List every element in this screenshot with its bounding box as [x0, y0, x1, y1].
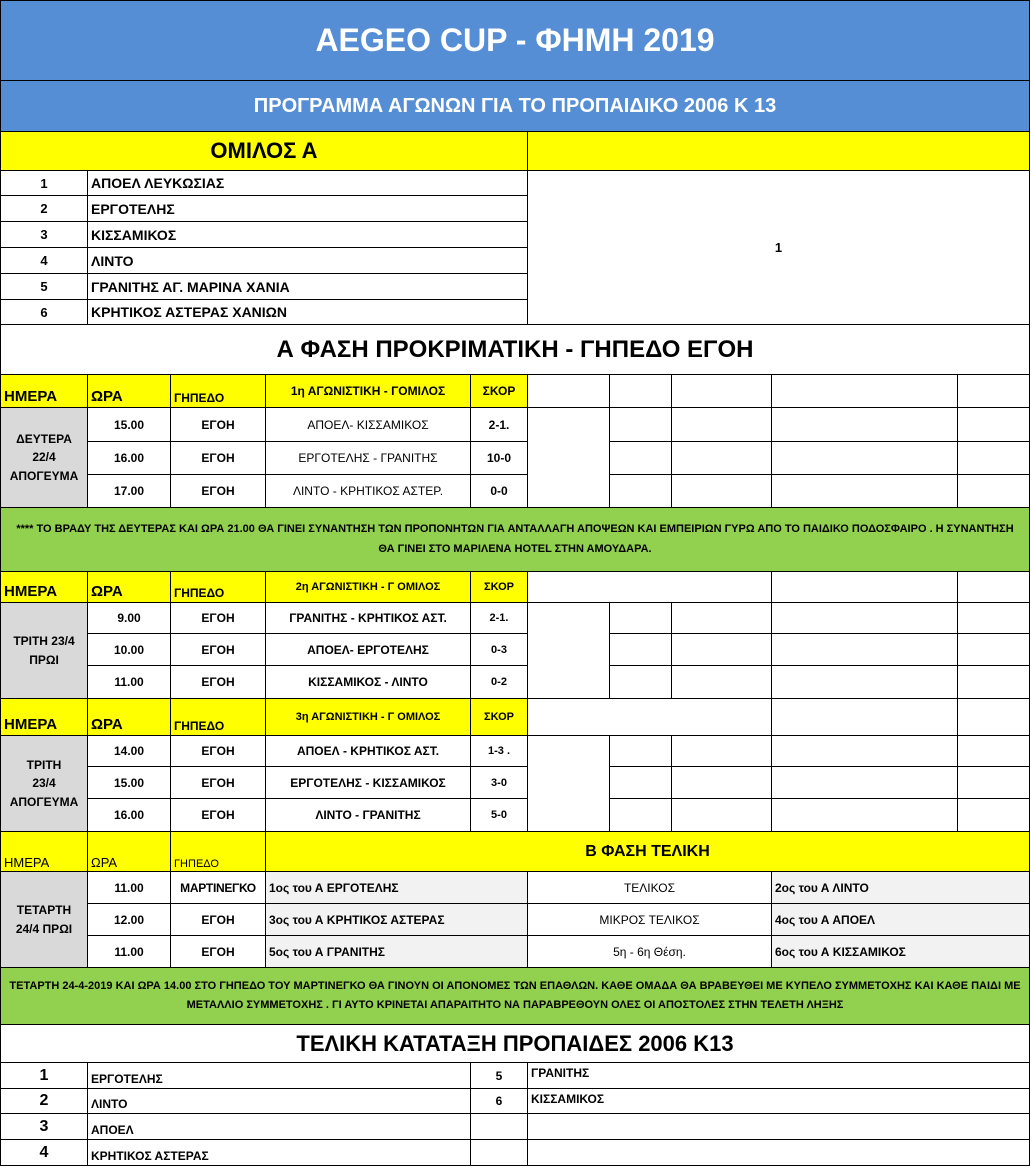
match-time: 16.00: [88, 799, 171, 832]
empty-cell: [958, 603, 1030, 634]
standing-position: 2: [0, 1089, 88, 1114]
standing-position: 4: [0, 1140, 88, 1166]
team-name: ΑΠΟΕΛ ΛΕΥΚΩΣΙΑΣ: [88, 171, 528, 196]
match-teams: ΕΡΓΟΤΕΛΗΣ - ΓΡΑΝΙΤΗΣ: [266, 442, 471, 475]
empty-cell: [772, 634, 958, 666]
match-time: 12.00: [88, 904, 171, 936]
standing-team: ΓΡΑΝΙΤΗΣ: [528, 1063, 1030, 1089]
team-number: 3: [0, 222, 88, 248]
match-venue: ΕΓΟΗ: [171, 936, 266, 968]
empty-cell: [958, 736, 1030, 767]
empty-cell: [610, 603, 672, 634]
match-label: ΜΙΚΡΟΣ ΤΕΛΙΚΟΣ: [528, 904, 772, 936]
match-venue: ΕΓΟΗ: [171, 603, 266, 634]
empty-cell: [672, 634, 772, 666]
empty-cell: [958, 442, 1030, 475]
empty-cell: [958, 408, 1030, 442]
empty-cell: [958, 634, 1030, 666]
empty-cell: [610, 736, 672, 767]
empty-cell: [772, 572, 958, 603]
empty-cell: [610, 634, 672, 666]
round-3-title: 3η ΑΓΩΝΙΣΤΙΚΗ - Γ ΟΜΙΛΟΣ: [266, 699, 471, 736]
empty-cell: [772, 736, 958, 767]
empty-cell: [471, 1114, 528, 1140]
match-score: 3-0: [471, 767, 528, 799]
match-home: 1ος του Α ΕΡΓΟΤΕΛΗΣ: [266, 872, 528, 904]
empty-cell: [672, 603, 772, 634]
match-time: 11.00: [88, 872, 171, 904]
match-teams: ΑΠΟΕΛ - ΚΡΗΤΙΚΟΣ ΑΣΤ.: [266, 736, 471, 767]
match-teams: ΑΠΟΕΛ- ΚΙΣΣΑΜΙΚΟΣ: [266, 408, 471, 442]
match-time: 14.00: [88, 736, 171, 767]
standing-position: 3: [0, 1114, 88, 1140]
empty-cell: [528, 736, 610, 832]
match-venue: ΕΓΟΗ: [171, 767, 266, 799]
empty-cell: [610, 475, 672, 508]
match-venue: ΜΑΡΤΙΝΕΓΚΟ: [171, 872, 266, 904]
empty-cell: [772, 666, 958, 699]
group-title-filler: [528, 132, 1030, 171]
day-line: ΤΡΙΤΗ: [26, 757, 62, 772]
match-teams: ΛΙΝΤΟ - ΚΡΗΤΙΚΟΣ ΑΣΤΕΡ.: [266, 475, 471, 508]
empty-cell: [958, 799, 1030, 832]
col-header-time: ΩΡΑ: [88, 375, 171, 408]
col-header-day: ΗΜΕΡΑ: [0, 832, 88, 872]
empty-cell: [528, 1140, 1030, 1166]
empty-cell: [471, 1140, 528, 1166]
round-2-day: [0, 603, 88, 699]
phase-a-title: Α ΦΑΣΗ ΠΡΟΚΡΙΜΑΤΙΚΗ - ΓΗΠΕΔΟ ΕΓΟΗ: [0, 325, 1030, 375]
col-header-day: ΗΜΕΡΑ: [0, 699, 88, 736]
match-venue: ΕΓΟΗ: [171, 904, 266, 936]
day-line: 24/4 ΠΡΩΙ: [15, 921, 73, 936]
standing-team: ΚΙΣΣΑΜΙΚΟΣ: [528, 1089, 1030, 1114]
standing-position: 6: [471, 1089, 528, 1114]
match-label: 5η - 6η Θέση.: [528, 936, 772, 968]
day-line: 22/4: [32, 450, 56, 465]
day-line: ΠΡΩΙ: [29, 652, 59, 667]
empty-cell: [772, 442, 958, 475]
page-title: AEGEO CUP - ΦΗΜΗ 2019: [0, 0, 1030, 81]
team-name: ΕΡΓΟΤΕΛΗΣ: [88, 196, 528, 222]
match-time: 16.00: [88, 442, 171, 475]
match-score: 0-2: [471, 666, 528, 699]
round-2-title: 2η ΑΓΩΝΙΣΤΙΚΗ - Γ ΟΜΙΛΟΣ: [266, 572, 471, 603]
match-time: 10.00: [88, 634, 171, 666]
match-score: 0-3: [471, 634, 528, 666]
empty-cell: [528, 1114, 1030, 1140]
empty-cell: [610, 767, 672, 799]
match-teams: ΓΡΑΝΙΤΗΣ - ΚΡΗΤΙΚΟΣ ΑΣΤ.: [266, 603, 471, 634]
round-3-day: [0, 736, 88, 832]
group-title: ΟΜΙΛΟΣ Α: [0, 132, 528, 171]
match-time: 15.00: [88, 767, 171, 799]
empty-cell: [958, 666, 1030, 699]
match-label: ΤΕΛΙΚΟΣ: [528, 872, 772, 904]
match-score: 2-1.: [471, 408, 528, 442]
round-1-title: 1η ΑΓΩΝΙΣΤΙΚΗ - ΓΟΜΙΛΟΣ: [266, 375, 471, 408]
empty-cell: [672, 736, 772, 767]
day-line: ΤΡΙΤΗ 23/4: [13, 633, 75, 648]
col-header-venue: ΓΗΠΕΔΟ: [171, 375, 266, 408]
round-1-day: [0, 408, 88, 508]
empty-cell: [672, 375, 772, 408]
empty-cell: [772, 699, 958, 736]
col-header-venue: ΓΗΠΕΔΟ: [171, 572, 266, 603]
match-score: 10-0: [471, 442, 528, 475]
standing-position: 5: [471, 1063, 528, 1089]
match-score: 1-3 .: [471, 736, 528, 767]
team-name: ΓΡΑΝΙΤΗΣ ΑΓ. ΜΑΡΙΝΑ ΧΑΝΙΑ: [88, 274, 528, 300]
match-home: 3ος του Α ΚΡΗΤΙΚΟΣ ΑΣΤΕΡΑΣ: [266, 904, 528, 936]
match-venue: ΕΓΟΗ: [171, 736, 266, 767]
match-score: 0-0: [471, 475, 528, 508]
col-header-day: ΗΜΕΡΑ: [0, 375, 88, 408]
empty-cell: [528, 603, 610, 699]
day-line: ΑΠΟΓΕΥΜΑ: [9, 468, 79, 483]
empty-cell: [672, 475, 772, 508]
day-line: ΔΕΥΤΕΡΑ: [16, 431, 72, 446]
standing-position: 1: [0, 1063, 88, 1089]
col-header-time: ΩΡΑ: [88, 699, 171, 736]
team-number: 2: [0, 196, 88, 222]
col-header-venue: ΓΗΠΕΔΟ: [171, 832, 266, 872]
standing-team: ΕΡΓΟΤΕΛΗΣ: [88, 1063, 471, 1089]
empty-cell: [610, 408, 672, 442]
empty-cell: [772, 603, 958, 634]
match-score: 2-1.: [471, 603, 528, 634]
awards-ceremony-note: ΤΕΤΑΡΤΗ 24-4-2019 ΚΑΙ ΩΡΑ 14.00 ΣΤΟ ΓΗΠΕΔΟ ΤΟΥ ΜΑΡΤΙΝΕΓΚΟ ΘΑ ΓΙΝΟΥΝ ΟΙ ΑΠΟΝΟΜΕΣ ΤΩΝ ΕΠΑΘΛΩΝ. ΚΑΘΕ ΟΜΑΔΑ ΘΑ ΒΡΑΒΕΥΘΕΙ ΜΕ ΚΥΠΕΛΟ ΣΥΜΜΕΤΟΧΗΣ ΚΑΙ ΚΑΘΕ ΠΑΙΔΙ ΜΕ ΜΕΤΑΛΛΙΟ ΣΥΜΜΕΤΟΧΗΣ . ΓΙ ΑΥΤΟ ΚΡΙΝΕΤΑΙ ΑΠΑΡΑΙΤΗΤΟ ΝΑ ΠΑΡΑΒΡΕΘΟΥΝ ΟΛΕΣ ΟΙ ΑΠΟΣΤΟΛΕΣ ΣΤΗΝ ΤΕΛΕΤΗ ΛΗΞΗΣ: [0, 968, 1030, 1025]
day-line: ΤΕΤΑΡΤΗ: [16, 902, 72, 917]
match-venue: ΕΓΟΗ: [171, 475, 266, 508]
standing-team: ΛΙΝΤΟ: [88, 1089, 471, 1114]
col-header-time: ΩΡΑ: [88, 832, 171, 872]
empty-cell: [672, 799, 772, 832]
match-teams: ΕΡΓΟΤΕΛΗΣ - ΚΙΣΣΑΜΙΚΟΣ: [266, 767, 471, 799]
empty-cell: [772, 799, 958, 832]
match-venue: ΕΓΟΗ: [171, 408, 266, 442]
col-header-score: ΣΚΟΡ: [471, 572, 528, 603]
empty-cell: [772, 767, 958, 799]
col-header-time: ΩΡΑ: [88, 572, 171, 603]
match-teams: ΑΠΟΕΛ- ΕΡΓΟΤΕΛΗΣ: [266, 634, 471, 666]
match-away: 6ος του Α ΚΙΣΣΑΜΙΚΟΣ: [772, 936, 1030, 968]
phase-b-day: [0, 872, 88, 968]
empty-cell: [610, 799, 672, 832]
match-home: 5ος του Α ΓΡΑΝΙΤΗΣ: [266, 936, 528, 968]
team-number: 6: [0, 300, 88, 325]
match-time: 11.00: [88, 936, 171, 968]
empty-cell: [528, 408, 610, 508]
match-teams: ΚΙΣΣΑΜΙΚΟΣ - ΛΙΝΤΟ: [266, 666, 471, 699]
match-time: 11.00: [88, 666, 171, 699]
page-subtitle: ΠΡΟΓΡΑΜΜΑ ΑΓΩΝΩΝ ΓΙΑ ΤΟ ΠΡΟΠΑΙΔΙΚΟ 2006 Κ 13: [0, 81, 1030, 132]
empty-cell: [958, 475, 1030, 508]
group-side-value: 1: [528, 171, 1030, 325]
match-time: 15.00: [88, 408, 171, 442]
empty-cell: [958, 572, 1030, 603]
match-venue: ΕΓΟΗ: [171, 799, 266, 832]
empty-cell: [610, 442, 672, 475]
empty-cell: [528, 699, 772, 736]
empty-cell: [958, 699, 1030, 736]
empty-cell: [528, 572, 772, 603]
empty-cell: [772, 375, 958, 408]
empty-cell: [672, 666, 772, 699]
match-teams: ΛΙΝΤΟ - ΓΡΑΝΙΤΗΣ: [266, 799, 471, 832]
team-name: ΚΡΗΤΙΚΟΣ ΑΣΤΕΡΑΣ ΧΑΝΙΩΝ: [88, 300, 528, 325]
team-name: ΛΙΝΤΟ: [88, 248, 528, 274]
team-number: 5: [0, 274, 88, 300]
day-line: ΑΠΟΓΕΥΜΑ: [9, 794, 79, 809]
match-venue: ΕΓΟΗ: [171, 666, 266, 699]
team-number: 4: [0, 248, 88, 274]
match-time: 9.00: [88, 603, 171, 634]
empty-cell: [528, 375, 610, 408]
empty-cell: [772, 475, 958, 508]
match-venue: ΕΓΟΗ: [171, 634, 266, 666]
standing-team: ΚΡΗΤΙΚΟΣ ΑΣΤΕΡΑΣ: [88, 1140, 471, 1166]
col-header-venue: ΓΗΠΕΔΟ: [171, 699, 266, 736]
team-name: ΚΙΣΣΑΜΙΚΟΣ: [88, 222, 528, 248]
match-away: 4ος του Α ΑΠΟΕΛ: [772, 904, 1030, 936]
col-header-score: ΣΚΟΡ: [471, 699, 528, 736]
empty-cell: [958, 767, 1030, 799]
empty-cell: [672, 767, 772, 799]
empty-cell: [610, 666, 672, 699]
standing-team: ΑΠΟΕΛ: [88, 1114, 471, 1140]
empty-cell: [772, 408, 958, 442]
empty-cell: [672, 408, 772, 442]
final-standings-title: ΤΕΛΙΚΗ ΚΑΤΑΤΑΞΗ ΠΡΟΠΑΙΔΕΣ 2006 Κ13: [0, 1025, 1030, 1063]
match-venue: ΕΓΟΗ: [171, 442, 266, 475]
col-header-day: ΗΜΕΡΑ: [0, 572, 88, 603]
match-time: 17.00: [88, 475, 171, 508]
empty-cell: [672, 442, 772, 475]
col-header-score: ΣΚΟΡ: [471, 375, 528, 408]
coaches-meeting-note: **** ΤΟ ΒΡΑΔΥ ΤΗΣ ΔΕΥΤΕΡΑΣ ΚΑΙ ΩΡΑ 21.00 ΘΑ ΓΙΝΕΙ ΣΥΝΑΝΤΗΣΗ ΤΩΝ ΠΡΟΠΟΝΗΤΩΝ ΓΙΑ ΑΝΤΑΛΛΑΓΗ ΑΠΟΨΕΩΝ ΚΑΙ ΕΜΠΕΙΡΙΩΝ ΓΥΡΩ ΑΠΟ ΤΟ ΠΑΙΔΙΚΟ ΠΟΔΟΣΦΑΙΡΟ . Η ΣΥΝΑΝΤΗΣΗ ΘΑ ΓΙΝΕΙ ΣΤΟ ΜΑΡΙΛΕΝΑ HOTEL ΣΤΗΝ ΑΜΟΥΔΑΡΑ.: [0, 508, 1030, 572]
day-line: 23/4: [32, 776, 56, 791]
match-away: 2ος του Α ΛΙΝΤΟ: [772, 872, 1030, 904]
empty-cell: [958, 375, 1030, 408]
team-number: 1: [0, 171, 88, 196]
phase-b-title: Β ΦΑΣΗ ΤΕΛΙΚΗ: [266, 832, 1030, 872]
empty-cell: [610, 375, 672, 408]
match-score: 5-0: [471, 799, 528, 832]
